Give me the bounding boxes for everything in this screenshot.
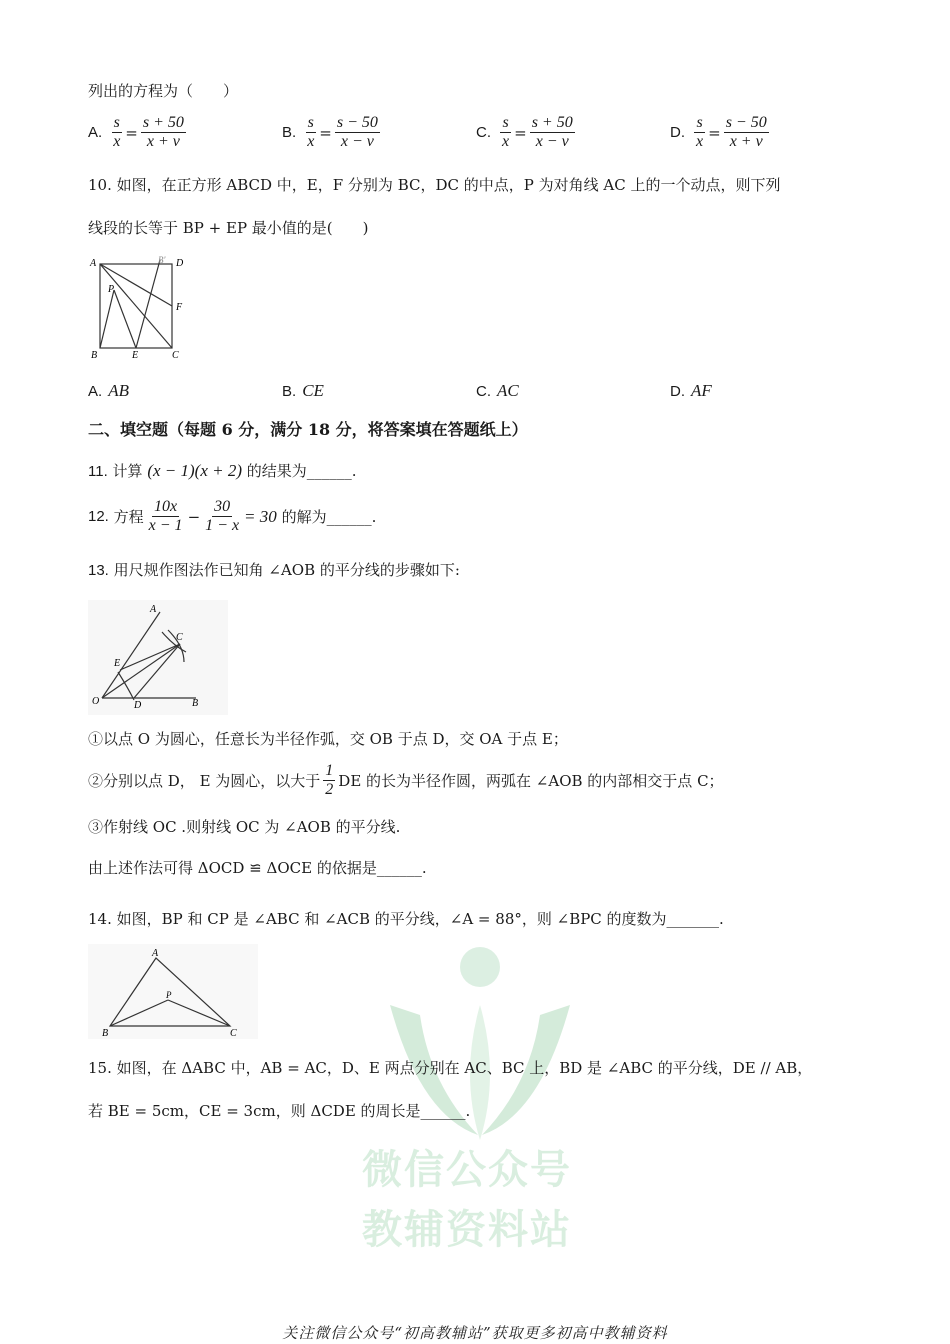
q9-option-c: C. $\frac{s}{x}$ = $\frac{s + 50}{x - v}$ (476, 114, 573, 150)
q13-angle-bisector-figure (88, 600, 228, 715)
q10-option-c: C. AC (476, 381, 519, 400)
q12: 12. 方程 $\frac{10x}{x - 1}$ − $\frac{30}{1 - x}$ = 30 的解为______. (88, 498, 377, 534)
footer-note: 关注微信公众号“初高教辅站”获取更多初高中教辅资料 (282, 1324, 668, 1342)
q14-fig-label-a: A (152, 948, 159, 959)
section2-title: 二、填空题（每题 6 分，满分 18 分，将答案填在答题纸上） (88, 420, 528, 439)
q10-fig-label-b: B (91, 350, 98, 361)
q10-fig-label-c: C (172, 350, 179, 361)
q13-step3: ③作射线 OC .则射线 OC 为 ∠AOB 的平分线. (88, 818, 401, 836)
q13-fig-label-a: A (150, 604, 157, 615)
q9-option-d: D. $\frac{s}{x}$ = $\frac{s - 50}{x + v}$ (670, 114, 767, 150)
q10-fig-label-a: A (90, 258, 97, 269)
q15-line1: 15. 如图，在 ΔABC 中，AB = AC，D、E 两点分别在 AC、BC 上，BD 是 ∠ABC 的平分线，DE // AB， (88, 1059, 813, 1077)
q10-line1: 10. 如图，在正方形 ABCD 中，E，F 分别为 BC，DC 的中点，P 为对角线 AC 上的一个动点，则下列 (88, 176, 781, 194)
q14-fig-label-p: P (166, 990, 172, 1000)
q13-basis: 由上述作法可得 ΔOCD ≌ ΔOCE 的依据是______. (88, 859, 427, 877)
q14-fig-label-b: B (102, 1028, 109, 1039)
q10-fig-label-bp: B' (158, 255, 166, 265)
q10-fig-label-f: F (176, 302, 183, 313)
q15-line2: 若 BE = 5cm，CE = 3cm，则 ΔCDE 的周长是______. (88, 1102, 471, 1120)
q13-fig-label-o: O (92, 696, 100, 707)
q13-step2: ②分别以点 D， E 为圆心，以大于 $\frac{1}{2}$ DE 的长为半径作圆，两弧在 ∠AOB 的内部相交于点 C； (88, 762, 724, 798)
q14-triangle-figure (88, 944, 258, 1039)
q10-option-a: A. AB (88, 381, 129, 400)
q9-option-b: B. $\frac{s}{x}$ = $\frac{s - 50}{x - v}$ (282, 114, 378, 150)
q13-fig-label-e: E (114, 658, 121, 669)
q10-option-b: B. CE (282, 381, 324, 400)
q9-option-a: A. $\frac{s}{x}$ = $\frac{s + 50}{x + v}$ (88, 114, 184, 150)
q14-fig-label-c: C (230, 1028, 237, 1039)
q13-stem: 13. 用尺规作图法作已知角 ∠AOB 的平分线的步骤如下: (88, 561, 460, 579)
q10-fig-label-p: P (108, 284, 115, 295)
q13-fig-label-d: D (134, 700, 142, 711)
watermark-line2: 教辅资料站 (362, 1207, 572, 1253)
watermark-logo-icon (360, 945, 600, 1155)
q11: 11. 计算 (x − 1)(x + 2) 的结果为______. (88, 461, 357, 480)
q10-option-d: D. AF (670, 381, 712, 400)
q13-fig-label-c: C (176, 632, 183, 643)
q10-fig-label-e: E (132, 350, 139, 361)
watermark-line1: 微信公众号 (362, 1147, 572, 1193)
q9-tail: 列出的方程为（ ） (88, 82, 239, 100)
q10-square-figure (88, 254, 193, 364)
q10-line2: 线段的长等于 BP + EP 最小值的是( ) (88, 219, 369, 237)
q13-fig-label-b: B (192, 698, 199, 709)
q10-fig-label-d: D (176, 258, 184, 269)
q13-step1: ①以点 O 为圆心，任意长为半径作弧，交 OB 于点 D，交 OA 于点 E； (88, 730, 568, 748)
q14-text: 14. 如图，BP 和 CP 是 ∠ABC 和 ∠ACB 的平分线，∠A = 88°，则 ∠BPC 的度数为_______. (88, 910, 724, 928)
